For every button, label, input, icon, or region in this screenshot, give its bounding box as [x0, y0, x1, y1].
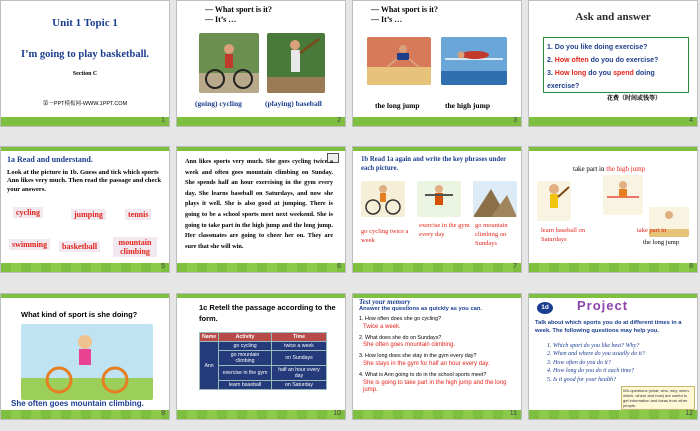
slide-3[interactable] — [352, 0, 522, 127]
answer-text: — It’s … — [371, 15, 403, 24]
qa-question: 4. What is Ann going to do in the school sports meet? — [359, 371, 487, 378]
slide-number: 4 — [689, 117, 693, 124]
slide-number: 8 — [689, 263, 693, 270]
slide-9[interactable] — [0, 293, 170, 420]
cell-time: on Sundays — [271, 351, 326, 366]
slide-footer-bar — [353, 263, 521, 272]
phrase-take-part: take part in — [637, 227, 667, 234]
header-name: Name — [200, 333, 219, 342]
slide-number: 7 — [513, 263, 517, 270]
slide-footer-bar — [529, 117, 697, 126]
word-mountain-climbing: mountain climbing — [113, 237, 157, 257]
slide-2[interactable] — [176, 0, 346, 127]
long-jump-photo — [367, 37, 431, 85]
site-label: 第一PPT模板网-WWW.1PPT.COM — [42, 101, 128, 107]
project-questions — [547, 342, 667, 384]
slide-footer-bar — [529, 410, 697, 419]
instructions: Look at the picture in 1b. Guess and tick which sports Ann likes very much. Then read the passage and check your answers. — [7, 169, 161, 193]
question-box — [543, 37, 689, 93]
note-spend: 花费（时间或钱等） — [607, 96, 662, 102]
slide-top-strip — [177, 294, 345, 298]
slide-10[interactable] — [176, 293, 346, 420]
activity-badge: 1d — [537, 302, 553, 314]
memory-title: Test your memory — [359, 298, 411, 306]
word-jumping: jumping — [71, 209, 106, 220]
slide-12[interactable] — [528, 293, 698, 420]
qa-question: 3. How long does she stay in the gym every day? — [359, 353, 477, 360]
project-question: 4. How long do you do it each time? — [547, 368, 635, 375]
project-intro: Talk about which sports you do at different times in a week. The following questions may help you. — [535, 320, 682, 334]
slide-number: 3 — [513, 117, 517, 124]
question-text: What kind of sport is she doing? — [21, 310, 138, 319]
question-1: 1. Do you like doing exercise? — [547, 44, 648, 51]
phrase-cycling: go cycling twice a week — [361, 228, 409, 244]
project-title: Project — [577, 298, 629, 313]
cycling-picture — [361, 181, 405, 217]
qa-answer: She often goes mountain climbing. — [363, 342, 456, 349]
activity-heading: 1b Read 1a again and write the key phrases under each picture. — [361, 156, 507, 172]
qa-question: 2. What does she do on Sundays? — [359, 334, 442, 341]
slide-top-strip — [353, 147, 521, 151]
slide-footer-bar — [353, 117, 521, 126]
phrase-gym: exercise in the gym every day — [419, 222, 470, 238]
cell-time: twice a week — [271, 342, 326, 351]
memory-subtitle: Answer the questions as quickly as you can. — [359, 306, 483, 312]
phrase-mountain: go mountain climbing on Sundays — [475, 222, 508, 247]
project-question: 5. Is it good for your health? — [547, 376, 617, 383]
header-time: Time — [271, 333, 326, 342]
cell-activity: learn baseball — [219, 381, 272, 390]
slide-top-strip — [529, 147, 697, 151]
top-label: take part in the high jump — [573, 165, 646, 173]
caption-cycling: (going) cycling — [195, 99, 242, 108]
cycling-photo — [199, 33, 259, 93]
slide-footer-bar — [1, 263, 169, 272]
question-2: 2. How often do you do exercise? — [547, 57, 659, 64]
gym-picture — [417, 181, 461, 217]
slide-6[interactable] — [176, 146, 346, 273]
slide-number: 9 — [161, 410, 165, 417]
slide-footer-bar — [1, 117, 169, 126]
qa-question: 1. How often does she go cycling? — [359, 316, 442, 322]
qa-list — [359, 316, 519, 395]
slide-1[interactable] — [0, 0, 170, 127]
reading-passage: Ann likes sports very much. She goes cycling twice a week and often goes mountain climbing on Sunday. She spends half an hour exercising in the gym every day. She learns baseball on Saturdays, and now she plays it well. She is also good at jumping. There is going to be a school sports meet next weekend. She is going to take part in the high jump and the long jump. Her classmates are going to cheer her on. They are sure that she will win. — [185, 158, 333, 250]
slide-8[interactable] — [528, 146, 698, 273]
caption-high-jump: the high jump — [445, 101, 491, 110]
slide-footer-bar — [177, 410, 345, 419]
slide-footer-bar — [177, 117, 345, 126]
slide-number: 1 — [161, 117, 165, 124]
slide-footer-bar — [1, 410, 169, 419]
lesson-title: I’m going to play basketball. — [20, 49, 150, 60]
cell-activity: exercise in the gym — [219, 366, 272, 381]
word-basketball: basketball — [59, 241, 100, 252]
slide-number: 10 — [333, 410, 341, 417]
qa-answer: She is going to take part in the high jump and the long jump. — [363, 379, 507, 394]
question-text: — What sport is it? — [205, 5, 272, 14]
activity-heading: 1c Retell the passage according to the form. — [199, 303, 336, 323]
answer-text: She often goes mountain climbing. — [11, 399, 144, 408]
section-label: Section C — [72, 71, 98, 77]
phrase-baseball: learn baseball on Saturdays — [541, 227, 586, 243]
header-activity: Activity — [219, 333, 272, 342]
slide-7[interactable] — [352, 146, 522, 273]
high-jump-picture — [603, 175, 643, 215]
answer-text: — It’s … — [205, 15, 237, 24]
activity-heading: 1a Read and understand. — [7, 155, 93, 164]
mountain-picture — [473, 181, 517, 217]
word-tennis: tennis — [125, 209, 151, 220]
slide-number: 2 — [337, 117, 341, 124]
slide-number: 11 — [509, 410, 517, 417]
slide-footer-bar — [353, 410, 521, 419]
cell-time: on Saturday — [271, 381, 326, 390]
baseball-girl-picture — [537, 181, 571, 221]
word-swimming: swimming — [9, 239, 50, 250]
project-question: 2. When and where do you usually do it? — [547, 351, 645, 358]
high-jump-photo — [441, 37, 507, 85]
qa-answer: Twice a week. — [363, 323, 401, 330]
cell-activity: go cycling — [219, 342, 272, 351]
cycling-cartoon — [21, 324, 153, 400]
slide-footer-bar — [529, 263, 697, 272]
project-question: 1. Which sport do you like best? Why? — [547, 343, 640, 349]
qa-answer: She stays in the gym for half an hour every day. — [363, 360, 490, 367]
slide-number: 5 — [161, 263, 165, 270]
cell-time: half an hour every day — [271, 366, 326, 381]
caption-long-jump: the long jump — [375, 101, 420, 110]
wh-question-note: Wh-questions (what, who, why, when, which, where and how) are useful to get information and ideas from other people. — [621, 386, 695, 410]
slide-4[interactable] — [528, 0, 698, 127]
cell-activity: go mountain climbing — [219, 351, 272, 366]
word-cycling: cycling — [13, 207, 43, 218]
ask-answer-header: Ask and answer — [575, 11, 651, 23]
slide-top-strip — [1, 294, 169, 298]
slide-footer-bar — [177, 263, 345, 272]
slide-number: 12 — [685, 410, 693, 417]
question-text: — What sport is it? — [371, 5, 438, 14]
slide-11[interactable] — [352, 293, 522, 420]
slide-5[interactable] — [0, 146, 170, 273]
baseball-photo — [267, 33, 325, 93]
unit-title: Unit 1 Topic 1 — [52, 17, 118, 29]
question-3: 3. How long do you spend doing exercise? — [547, 70, 655, 90]
slide-top-strip — [177, 147, 345, 151]
slide-number: 6 — [337, 263, 341, 270]
cell-name: Ann — [200, 342, 219, 390]
retell-table — [199, 332, 327, 390]
phrase-long-jump: the long jump — [643, 239, 680, 246]
slide-top-strip — [1, 147, 169, 151]
caption-baseball: (playing) baseball — [265, 99, 322, 108]
project-question: 3. How often do you do it? — [547, 359, 611, 366]
